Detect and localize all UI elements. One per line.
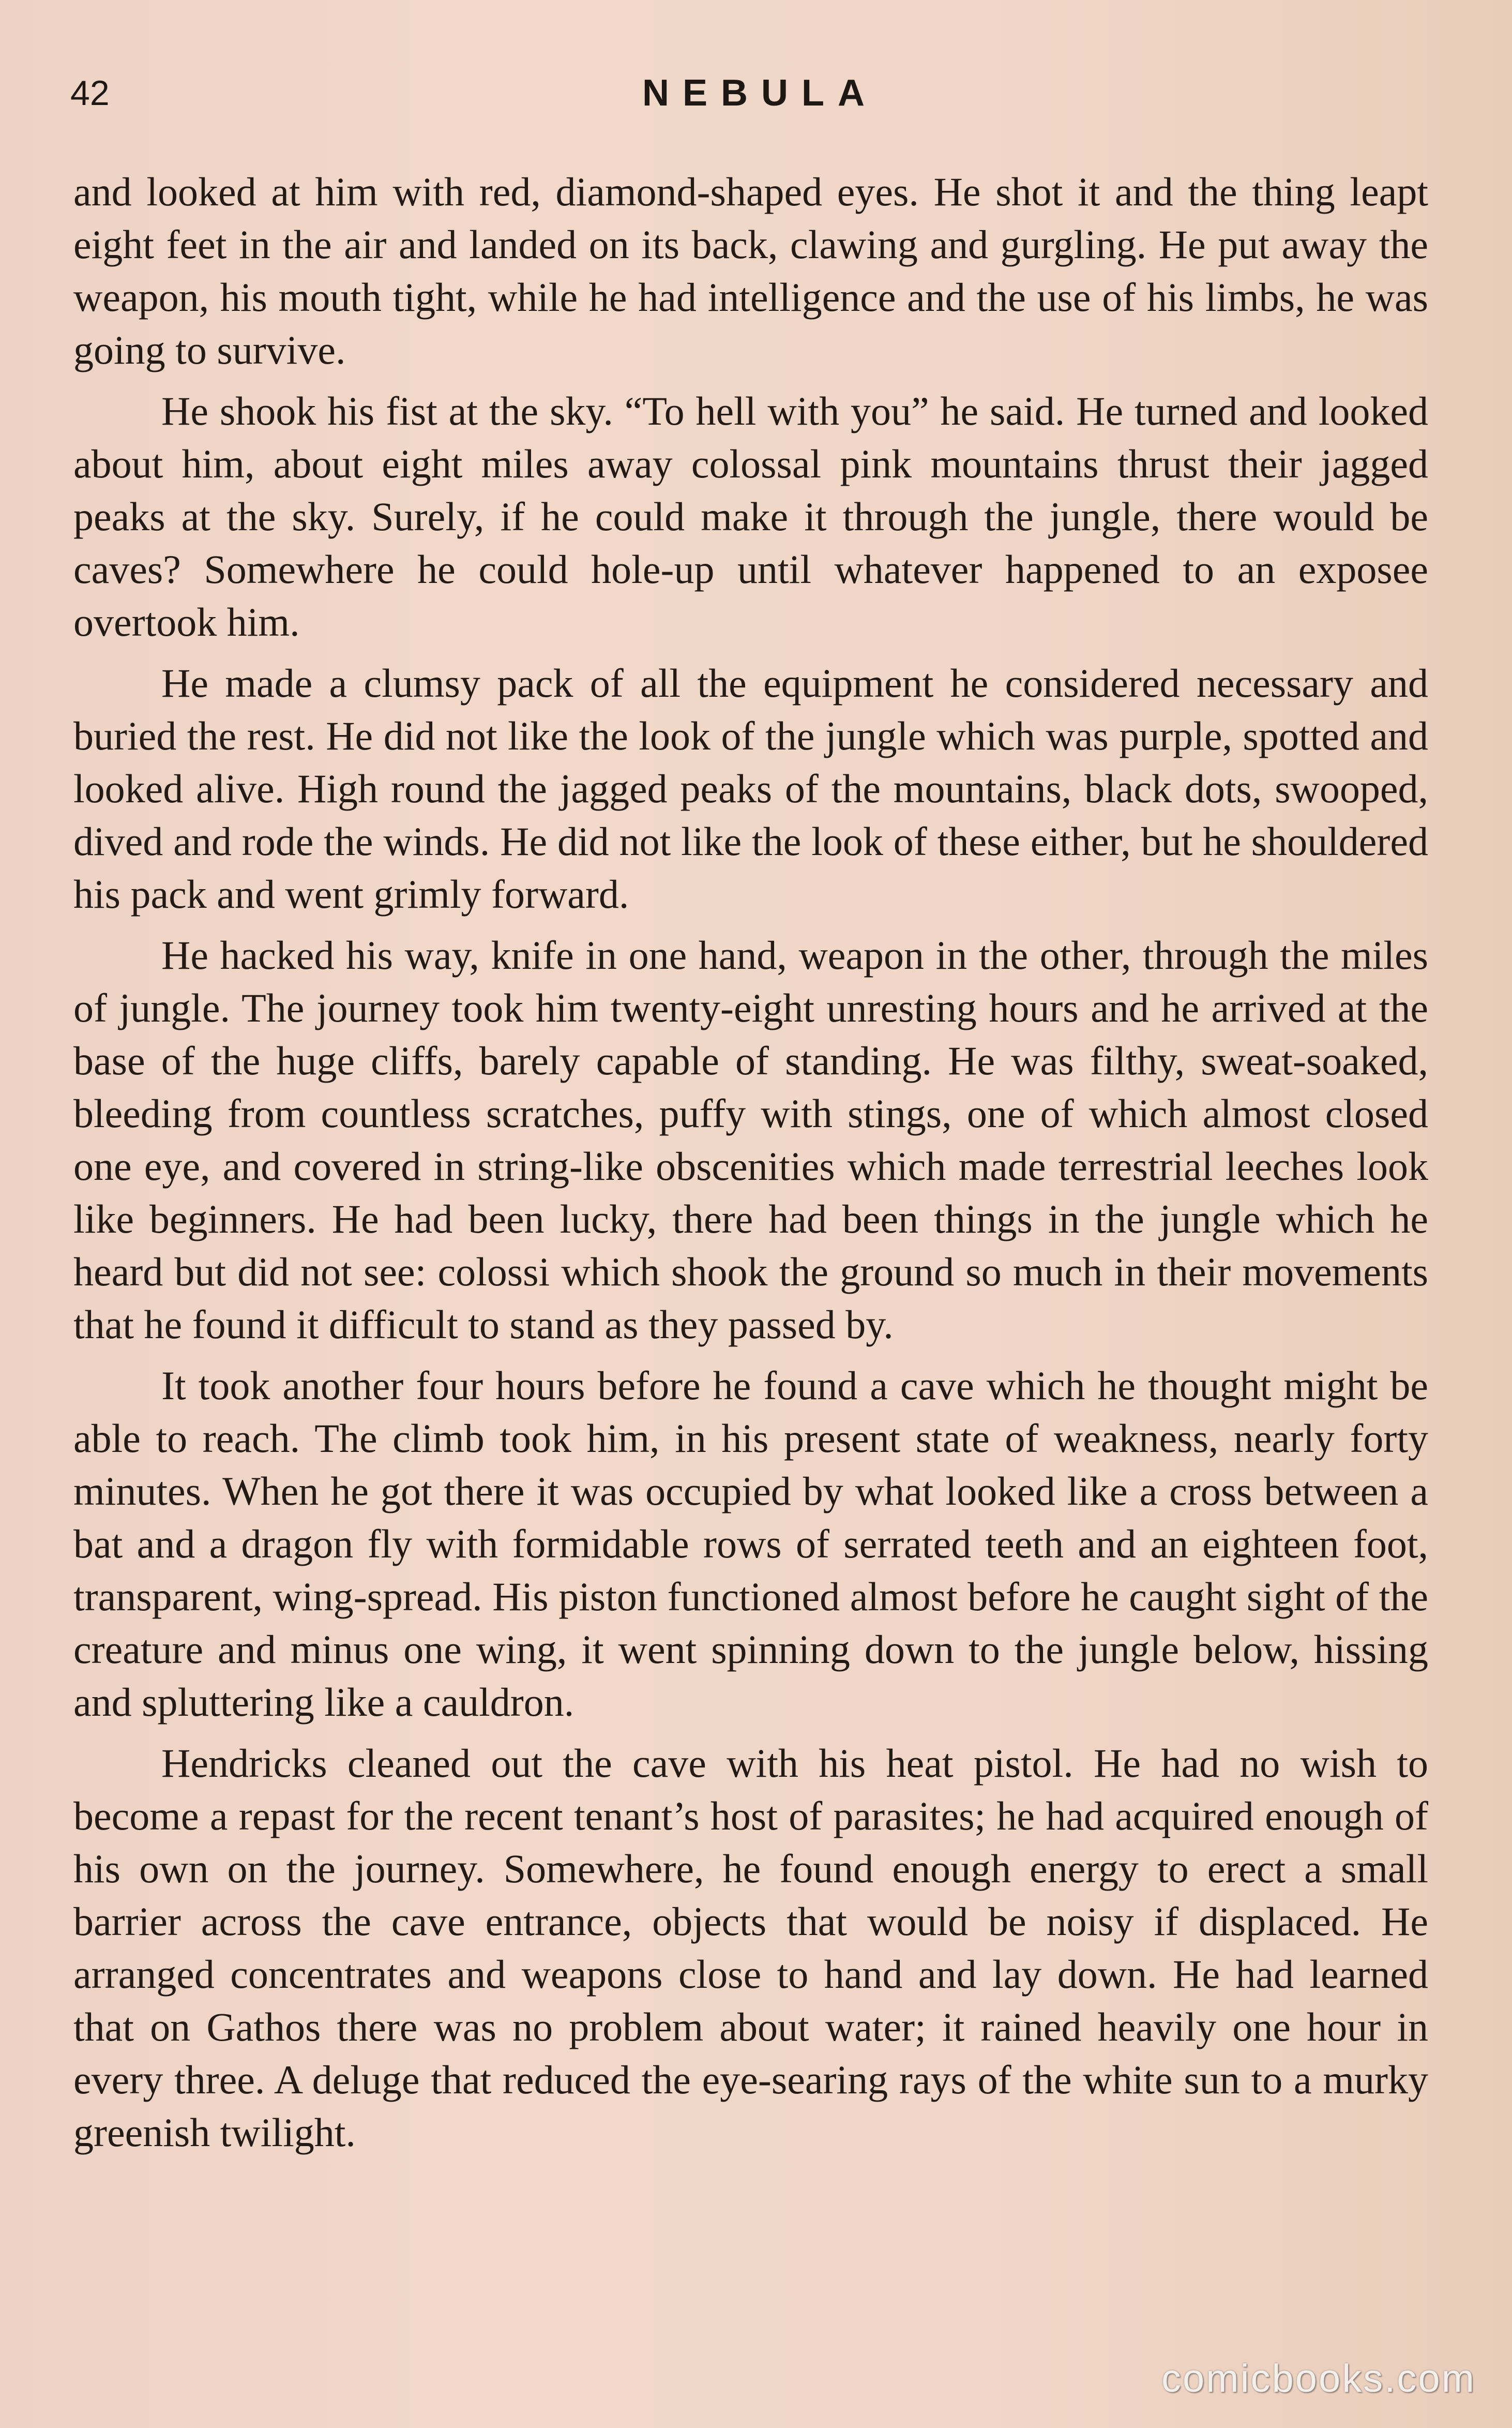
running-title: NEBULA	[642, 72, 878, 114]
page-header	[0, 62, 1512, 124]
paragraph-5: It took another four hours before he found a cave which he thought might be able to reach. The climb took him, in his present state of weakness, nearly forty minutes. When he got there it was occupied by what looked like a cross between a bat and a dragon fly with formidable rows of serrated teeth and an eighteen foot, transparent, wing-spread. His piston functioned almost before he caught sight of the creature and minus one wing, it went spinning down to the jungle below, hissing and spluttering like a cauldron.	[73, 1363, 1428, 1725]
watermark-text: comicbooks.com	[1161, 2357, 1476, 2401]
page-number: 42	[70, 73, 110, 113]
paragraph-3: He made a clumsy pack of all the equipment he considered necessary and buried the rest. He did not like the look of the jungle which was purple, spotted and looked alive. High round the jagged peaks of the mountains, black dots, swooped, dived and rode the winds. He did not like the look of these either, but he shouldered his pack and went grimly forward.	[73, 661, 1428, 917]
paragraph-6: Hendricks cleaned out the cave with his heat pistol. He had no wish to become a repast for the recent tenant’s host of parasites; he had acquired enough of his own on the journey. Somewhere, he found enough energy to erect a small barrier across the cave entrance, objects that would be noisy if displaced. He arranged concentrates and weapons close to hand and lay down. He had learned that on Gathos there was no problem about water; it rained heavily one hour in every three. A deluge that reduced the eye-searing rays of the white sun to a murky greenish twilight.	[73, 1741, 1428, 2155]
paragraph-1: and looked at him with red, diamond-shaped eyes. He shot it and the thing leapt eight feet in the air and landed on its back, clawing and gurgling. He put away the weapon, his mouth tight, while he had intelligence and the use of his limbs, he was going to survive.	[73, 169, 1428, 372]
body-text	[73, 166, 1428, 2167]
paragraph-2: He shook his fist at the sky. “To hell with you” he said. He turned and looked about him, about eight miles away colossal pink mountains thrust their jagged peaks at the sky. Surely, if he could make it through the jungle, there would be caves? Somewhere he could hole-up until whatever happened to an exposee overtook him.	[73, 388, 1428, 645]
paragraph-4: He hacked his way, knife in one hand, weapon in the other, through the miles of jungle. The journey took him twenty-eight unresting hours and he arrived at the base of the huge cliffs, barely capable of standing. He was filthy, sweat-soaked, bleeding from countless scratches, puffy with stings, one of which almost closed one eye, and covered in string-like obscenities which made terrestrial leeches look like beginners. He had been lucky, there had been things in the jungle which he heard but did not see: colossi which shook the ground so much in their movements that he found it difficult to stand as they passed by.	[73, 933, 1428, 1347]
